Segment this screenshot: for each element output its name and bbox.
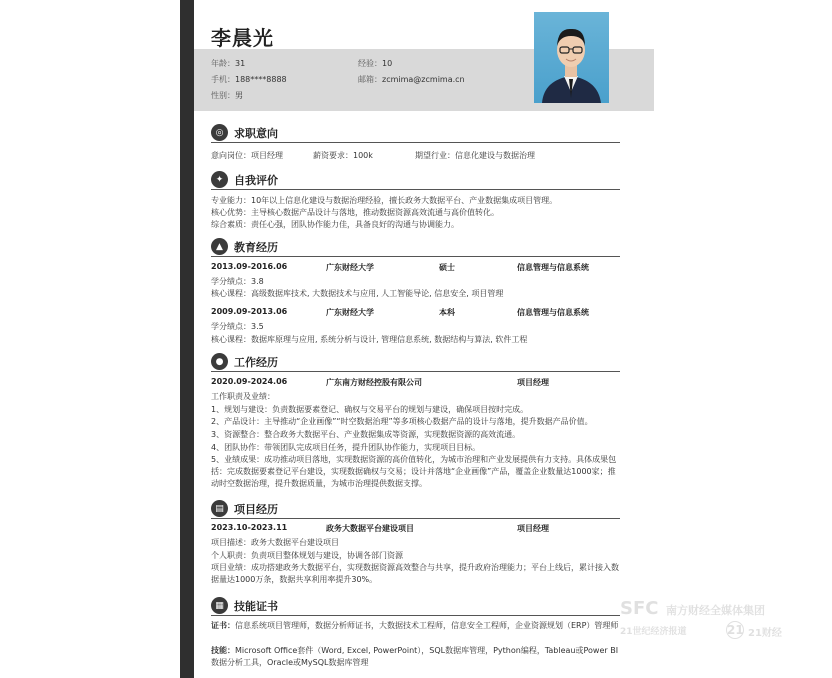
- project-period: 2023.10-2023.11: [211, 523, 288, 532]
- section-divider: [211, 256, 620, 257]
- work-item: 4、团队协作：带领团队完成项目任务，提升团队协作能力，实现项目目标。: [211, 443, 481, 452]
- project-result: 项目业绩：成功搭建政务大数据平台，实现数据资源高效整合与共享，提升政府治理能力；平台上线后，累计接入数据量达1000万条，数据共享利用率提升30%。: [211, 563, 619, 584]
- book-icon: ▦: [211, 597, 228, 614]
- sfc-watermark: [620, 598, 800, 642]
- self-eval-line: 专业能力：10年以上信息化建设与数据治理经验，擅长政务大数据平台、产业数据集成项目管理。: [211, 196, 558, 205]
- phone-row: [211, 74, 287, 85]
- work-role: 项目经理: [517, 378, 549, 387]
- work-company: 广东南方财经控股有限公司: [326, 378, 422, 387]
- email-value: zcmima@zcmima.cn: [382, 75, 465, 84]
- section-divider: [211, 518, 620, 519]
- section-edu-label: 教育经历: [234, 240, 278, 254]
- experience-row: [358, 58, 392, 69]
- edu-major: 信息管理与信息系统: [517, 308, 589, 317]
- watermark-logo: SFC: [620, 598, 659, 619]
- skills-skill-label: 技能：: [211, 646, 235, 655]
- work-item: 3、资源整合：整合政务大数据平台、产业数据集成等资源，实现数据资源的高效流通。: [211, 430, 521, 439]
- project-role: 项目经理: [517, 524, 549, 533]
- experience-label: 经验：: [358, 59, 382, 68]
- edu-gpa: 学分绩点：3.8: [211, 277, 264, 286]
- section-skills-title: [211, 597, 278, 614]
- edu-school: 广东财经大学: [326, 308, 374, 317]
- section-skills-label: 技能证书: [234, 599, 278, 613]
- age-value: 31: [235, 59, 246, 68]
- edu-degree: 本科: [439, 308, 455, 317]
- section-project-title: [211, 500, 278, 517]
- person-icon: ●: [211, 353, 228, 370]
- self-eval-line: 核心优势：主导核心数据产品设计与落地，推动数据资源高效流通与高价值转化。: [211, 208, 499, 217]
- gender-row: [211, 90, 243, 101]
- experience-value: 10: [382, 59, 393, 68]
- watermark-num: 21: [727, 623, 744, 637]
- phone-label: 手机：: [211, 75, 235, 84]
- project-desc: 项目描述：政务大数据平台建设项目: [211, 538, 339, 547]
- lightbulb-icon: ✦: [211, 171, 228, 188]
- work-period: 2020.09-2024.06: [211, 377, 288, 386]
- clipboard-icon: ▤: [211, 500, 228, 517]
- skills-cert-label: 证书：: [211, 621, 235, 630]
- gender-label: 性别：: [211, 91, 235, 100]
- candidate-name: 李晨光: [211, 26, 274, 50]
- email-row: [358, 74, 465, 85]
- watermark-cn2: 21世纪经济报道: [620, 627, 687, 637]
- graduation-cap-icon: ▲: [211, 238, 228, 255]
- edu-gpa: 学分绩点：3.5: [211, 322, 264, 331]
- section-divider: [211, 371, 620, 372]
- skills-cert: [211, 620, 621, 632]
- age-row: [211, 58, 245, 69]
- project-name: 政务大数据平台建设项目: [326, 524, 414, 533]
- left-dark-bar: [180, 0, 194, 678]
- intent-position: 意向岗位：项目经理: [211, 151, 283, 160]
- section-edu-title: [211, 238, 278, 255]
- work-item-long: 5、业绩成果：成功推动项目落地，实现数据资源的高价值转化，为城市治理和产业发展提供有力支持。具体成果包括：完成数据要素登记平台建设，实现数据确权与交易；设计并落地“企业画像”产品，覆盖企业数量达1000家；推动时空数据治理，提升数据质量，为城市治理提供数据支撑。: [211, 455, 617, 488]
- section-work-title: [211, 353, 278, 370]
- section-divider: [211, 189, 620, 190]
- project-duty: 个人职责：负责项目整体规划与建设，协调各部门资源: [211, 551, 403, 560]
- age-label: 年龄：: [211, 59, 235, 68]
- section-self-title: [211, 171, 278, 188]
- target-icon: ◎: [211, 124, 228, 141]
- edu-period: 2013.09-2016.06: [211, 262, 288, 271]
- work-intro: 工作职责及业绩：: [211, 392, 275, 401]
- skills-skill-text: Microsoft Office套件（Word, Excel, PowerPoint），SQL数据库管理，Python编程，Tableau或Power BI数据分析工具，Oracle或MySQL数据库管理: [211, 646, 619, 667]
- watermark-cn3: 21财经: [748, 628, 782, 639]
- work-item: 2、产品设计：主导推动“企业画像”“时空数据治理”等多项核心数据产品的设计与落地，提升数据产品价值。: [211, 417, 593, 426]
- section-project-label: 项目经历: [234, 502, 278, 516]
- edu-period: 2009.09-2013.06: [211, 307, 288, 316]
- work-item: 1、规划与建设：负责数据要素登记、确权与交易平台的规划与建设，确保项目按时完成。: [211, 405, 529, 414]
- profile-photo: [534, 12, 609, 103]
- section-self-label: 自我评价: [234, 173, 278, 187]
- edu-major: 信息管理与信息系统: [517, 263, 589, 272]
- edu-degree: 硕士: [439, 263, 455, 272]
- intent-industry: 期望行业：信息化建设与数据治理: [415, 151, 535, 160]
- skills-skill: [211, 645, 621, 669]
- section-intent-title: [211, 124, 278, 141]
- phone-value: 188****8888: [235, 75, 287, 84]
- edu-school: 广东财经大学: [326, 263, 374, 272]
- section-divider: [211, 142, 620, 143]
- watermark-cn1: 南方财经全媒体集团: [666, 604, 765, 617]
- intent-salary: 薪资要求：100k: [313, 151, 373, 160]
- edu-courses: 核心课程：高级数据库技术, 大数据技术与应用, 人工智能导论, 信息安全, 项目管理: [211, 289, 504, 298]
- section-intent-label: 求职意向: [234, 126, 278, 140]
- self-eval-line: 综合素质：责任心强，团队协作能力佳，具备良好的沟通与协调能力。: [211, 220, 459, 229]
- edu-courses: 核心课程：数据库原理与应用, 系统分析与设计, 管理信息系统, 数据结构与算法, 软件工程: [211, 335, 528, 344]
- section-divider: [211, 615, 620, 616]
- section-work-label: 工作经历: [234, 355, 278, 369]
- skills-cert-text: 信息系统项目管理师，数据分析师证书，大数据技术工程师，信息安全工程师，企业资源规划（ERP）管理师: [235, 621, 619, 630]
- email-label: 邮箱：: [358, 75, 382, 84]
- gender-value: 男: [235, 91, 243, 100]
- person-portrait-icon: [534, 12, 609, 103]
